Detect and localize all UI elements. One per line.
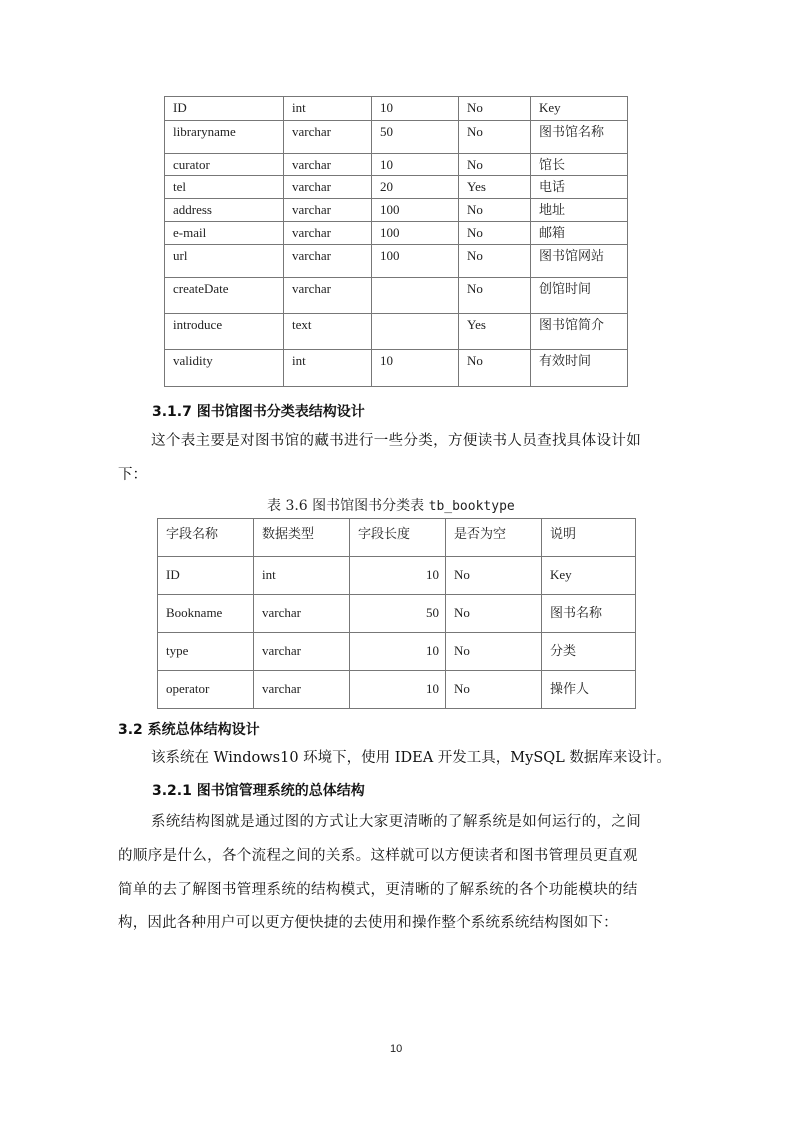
table-cell: 图书名称	[542, 595, 636, 633]
table-row	[158, 633, 636, 671]
table-cell: int	[254, 557, 350, 595]
table-cell: varchar	[284, 222, 372, 245]
library-table	[164, 96, 628, 387]
table-cell: tel	[165, 176, 284, 199]
table-cell: varchar	[284, 121, 372, 154]
table-cell: createDate	[165, 278, 284, 314]
section-3-2-heading: 3.2 系统总体结构设计	[118, 722, 260, 738]
table-cell: 图书馆网站	[531, 245, 628, 278]
table-cell: 20	[372, 176, 459, 199]
table-header-cell: 字段名称	[158, 519, 254, 557]
table-3-6-caption	[267, 495, 515, 515]
library-table-body	[165, 97, 628, 387]
section-3-1-7-paragraph-line-1: 这个表主要是对图书馆的藏书进行一些分类，方便读书人员查找具体设计如	[151, 433, 642, 449]
booktype-table-body	[158, 519, 636, 709]
table-row	[165, 350, 628, 387]
table-row	[165, 199, 628, 222]
table-cell: Yes	[459, 314, 531, 350]
table-cell	[372, 314, 459, 350]
section-3-1-7-paragraph-line-2: 下：	[118, 467, 147, 483]
table-3-6-caption-text: 表 3.6 图书馆图书分类表	[267, 498, 429, 514]
section-3-2-1-line-4: 构，因此各种用户可以更方便快捷的去使用和操作整个系统系统结构图如下：	[118, 915, 618, 931]
table-cell: varchar	[284, 278, 372, 314]
table-cell: No	[459, 154, 531, 176]
table-cell: 图书馆简介	[531, 314, 628, 350]
table-cell: int	[284, 97, 372, 121]
booktype-table	[157, 518, 636, 709]
table-cell: operator	[158, 671, 254, 709]
table-cell: e-mail	[165, 222, 284, 245]
table-cell: 10	[372, 97, 459, 121]
table-cell: address	[165, 199, 284, 222]
table-row	[158, 557, 636, 595]
table-cell: 邮箱	[531, 222, 628, 245]
table-cell: 操作人	[542, 671, 636, 709]
table-cell: 10	[350, 633, 446, 671]
table-header-cell: 是否为空	[446, 519, 542, 557]
table-cell: 10	[350, 557, 446, 595]
table-header-row	[158, 519, 636, 557]
table-cell: No	[459, 350, 531, 387]
table-cell: varchar	[284, 199, 372, 222]
table-cell: No	[446, 633, 542, 671]
section-3-1-7-heading: 3.1.7 图书馆图书分类表结构设计	[152, 404, 365, 420]
table-cell: varchar	[284, 154, 372, 176]
table-cell: ID	[158, 557, 254, 595]
table-cell: text	[284, 314, 372, 350]
table-cell: ID	[165, 97, 284, 121]
table-cell: varchar	[254, 633, 350, 671]
table-header-cell: 数据类型	[254, 519, 350, 557]
table-cell: Key	[542, 557, 636, 595]
table-row	[165, 314, 628, 350]
table-cell: Key	[531, 97, 628, 121]
table-cell: No	[459, 97, 531, 121]
table-row	[165, 222, 628, 245]
table-cell: No	[459, 199, 531, 222]
page-number: 10	[390, 1043, 403, 1055]
section-3-2-1-line-1: 系统结构图就是通过图的方式让大家更清晰的了解系统是如何运行的，之间	[151, 814, 642, 830]
table-cell: curator	[165, 154, 284, 176]
table-cell: 图书馆名称	[531, 121, 628, 154]
table-cell: Bookname	[158, 595, 254, 633]
table-cell: 100	[372, 199, 459, 222]
table-cell: 100	[372, 222, 459, 245]
table-cell: type	[158, 633, 254, 671]
table-cell: varchar	[284, 245, 372, 278]
table-cell: 10	[372, 154, 459, 176]
table-cell: url	[165, 245, 284, 278]
table-cell: 分类	[542, 633, 636, 671]
table-cell: varchar	[284, 176, 372, 199]
table-cell: No	[446, 557, 542, 595]
table-row	[165, 176, 628, 199]
table-cell: 100	[372, 245, 459, 278]
table-row	[165, 97, 628, 121]
table-row	[158, 595, 636, 633]
table-cell: int	[284, 350, 372, 387]
table-cell: No	[446, 671, 542, 709]
table-cell: 50	[350, 595, 446, 633]
section-3-2-1-heading: 3.2.1 图书馆管理系统的总体结构	[152, 783, 365, 799]
table-3-6-caption-code: tb_booktype	[428, 499, 515, 514]
table-cell: varchar	[254, 671, 350, 709]
table-cell	[372, 278, 459, 314]
table-cell: introduce	[165, 314, 284, 350]
table-row	[165, 278, 628, 314]
table-row	[165, 245, 628, 278]
table-cell: No	[459, 222, 531, 245]
table-row	[165, 121, 628, 154]
table-cell: 馆长	[531, 154, 628, 176]
table-cell: 地址	[531, 199, 628, 222]
table-header-cell: 字段长度	[350, 519, 446, 557]
table-cell: libraryname	[165, 121, 284, 154]
table-cell: No	[446, 595, 542, 633]
section-3-2-paragraph: 该系统在 Windows10 环境下，使用 IDEA 开发工具，MySQL 数据库来设计。	[151, 750, 671, 766]
table-header-cell: 说明	[542, 519, 636, 557]
table-cell: varchar	[254, 595, 350, 633]
table-cell: 有效时间	[531, 350, 628, 387]
table-cell: No	[459, 121, 531, 154]
table-cell: No	[459, 245, 531, 278]
table-cell: Yes	[459, 176, 531, 199]
table-row	[158, 671, 636, 709]
table-cell: No	[459, 278, 531, 314]
table-cell: 50	[372, 121, 459, 154]
table-cell: 10	[372, 350, 459, 387]
table-cell: 10	[350, 671, 446, 709]
section-3-2-1-line-3: 简单的去了解图书管理系统的结构模式，更清晰的了解系统的各个功能模块的结	[118, 882, 638, 898]
section-3-2-1-line-2: 的顺序是什么，各个流程之间的关系。这样就可以方便读者和图书管理员更直观	[118, 848, 638, 864]
table-cell: 电话	[531, 176, 628, 199]
table-cell: validity	[165, 350, 284, 387]
table-cell: 创馆时间	[531, 278, 628, 314]
table-row	[165, 154, 628, 176]
